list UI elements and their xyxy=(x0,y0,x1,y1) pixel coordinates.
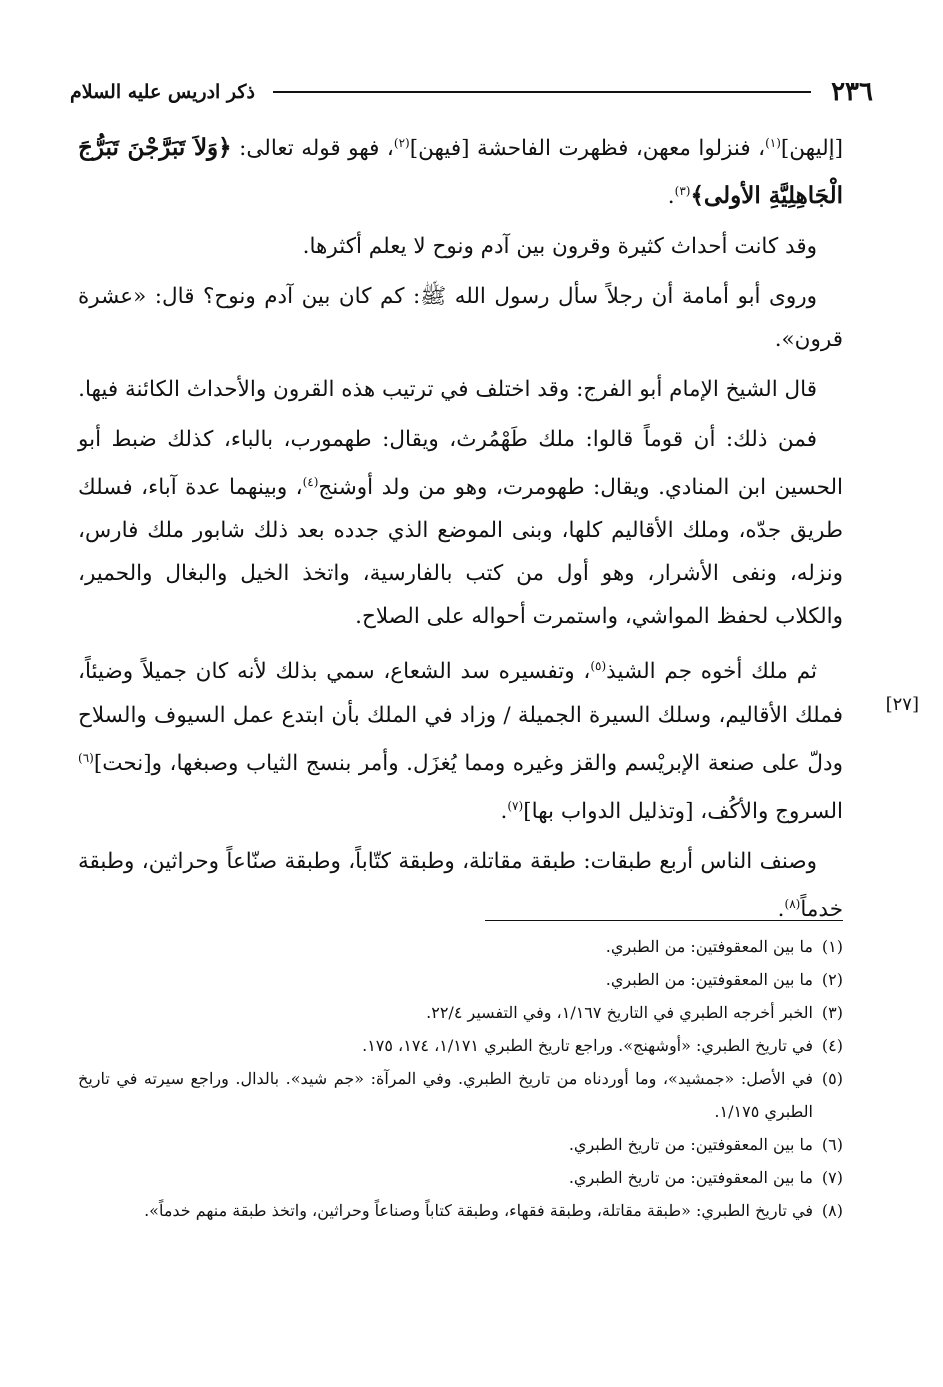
footnote xyxy=(78,963,843,996)
main-text xyxy=(78,122,843,938)
paragraph-3: وروى أبو أمامة أن رجلاً سأل رسول الله ﷺ: كم كان بين آدم ونوح؟ قال: «عشرة قرون». xyxy=(78,284,843,353)
running-title: ذكر ادريس عليه السلام xyxy=(70,81,255,103)
footnote-number: (٣) xyxy=(821,1003,843,1022)
paragraph-4: قال الشيخ الإمام أبو الفرج: وقد اختلف في ترتيب هذه القرون والأحداث الكائنة فيها. xyxy=(78,377,817,403)
page-header xyxy=(70,72,873,112)
footnote xyxy=(78,1062,843,1128)
footnote-ref-1: (١) xyxy=(765,136,781,150)
footnote xyxy=(78,1161,843,1194)
footnote-ref-2: (٢) xyxy=(393,136,410,150)
footnote-number: (٧) xyxy=(821,1168,843,1187)
quran-verse: ﴿وَلاَ تَبَرَّجْنَ تَبَرُّجَ الْجَاهِلِيَّةِ الأولى﴾ xyxy=(78,134,843,210)
footnote-text: في الأصل: «جمشيد»، وما أوردناه من تاريخ الطبري. وفي المرآة: «جم شيد». بالدال. وراجع سيرته في تاريخ الطبري ١/١٧٥. xyxy=(78,1069,813,1121)
paragraph-2: وقد كانت أحداث كثيرة وقرون بين آدم ونوح لا يعلم أكثرها. xyxy=(302,234,817,260)
footnote-number: (١) xyxy=(821,937,843,956)
footnote-ref-3: (٣) xyxy=(674,184,691,199)
footnotes xyxy=(78,930,843,1227)
header-rule xyxy=(273,91,811,93)
footnote-ref-8: (٨) xyxy=(784,896,801,911)
footnote xyxy=(78,996,843,1029)
footnote-text: ما بين المعقوفتين: من تاريخ الطبري. xyxy=(568,1135,813,1154)
paragraph-7: وصنف الناس أربع طبقات: طبقة مقاتلة، وطبقة كتّاباً، وطبقة صنّاعاً وحراثين، وطبقة خدماً$^{(٨)}$. xyxy=(78,848,843,923)
footnote xyxy=(78,1128,843,1161)
footnote-text: في تاريخ الطبري: «أوشهنج». وراجع تاريخ الطبري ١/١٧١، ١٧٤، ١٧٥. xyxy=(362,1036,813,1055)
footnote-text: الخبر أخرجه الطبري في التاريخ ١/١٦٧، وفي التفسير ٢٢/٤. xyxy=(426,1003,813,1022)
footnote-text: ما بين المعقوفتين: من الطبري. xyxy=(605,970,813,989)
footnote-ref-7: (٧) xyxy=(507,798,524,813)
footnote-ref-6: (٦) xyxy=(78,750,94,765)
footnote-text: ما بين المعقوفتين: من الطبري. xyxy=(605,937,813,956)
footnote xyxy=(78,930,843,963)
footnote-text: في تاريخ الطبري: «طبقة مقاتلة، وطبقة فقهاء، وطبقة كتاباً وصناعاً وحراثين، واتخذ طبقة منهم خدماً». xyxy=(144,1201,813,1220)
paragraph-6: ثم ملك أخوه جم الشيذ$^{(٥)}$، وتفسيره سد الشعاع، سمي بذلك لأنه كان جميلاً وضيئاً، فملك الأقاليم، وسلك السيرة الجميلة / وزاد في الملك بأن ابتدع عمل السيوف والسلاح ودلّ على صنعة الإبريْسم والقز وغيره ومما يُغزَل. وأمر بنسج الثياب وصبغها، و[نحت]$^{(٦)}$ السروج والأكُف، [وتذليل الدواب بها]$^{(٧)}$. xyxy=(78,659,843,824)
footnote-number: (٢) xyxy=(821,970,843,989)
footnote-number: (٥) xyxy=(821,1069,843,1088)
footnote-number: (٦) xyxy=(821,1135,843,1154)
paragraph-5: فمن ذلك: أن قوماً قالوا: ملك طَهْمُرث، ويقال: طهمورب، بالباء، كذلك ضبط أبو الحسين ابن المنادي. ويقال: طهومرت، وهو من ولد أوشنج$^{(٤)}$، وبينهما عدة آباء، فسلك طريق جدّه، وملك الأقاليم كلها، وبنى الموضع الذي جدده بعد ذلك شابور ملك فارس، ونزله، ونفى الأشرار، وهو أول من كتب بالفارسية، واتخذ الخيل والبغال والحمير، والكلاب لحفظ المواشي، واستمرت أحواله على الصلاح. xyxy=(78,427,843,630)
footnote-ref-4: (٤) xyxy=(302,475,319,490)
footnote-separator xyxy=(485,920,843,921)
manuscript-folio-marker: [٢٧] xyxy=(885,694,919,715)
footnote-ref-5: (٥) xyxy=(590,659,607,674)
page-number: ٢٣٦ xyxy=(831,77,873,107)
footnote xyxy=(78,1029,843,1062)
footnote-number: (٨) xyxy=(821,1201,843,1220)
paragraph-1: [إليهن]$^{(١)}$، فنزلوا معهن، فظهرت الفاحشة [فيهن]$^{(٢)}$، فهو قوله تعالى: ﴿وَلاَ تَبَرَّجْنَ تَبَرُّجَ الْجَاهِلِيَّةِ الأولى﴾$^{(٣)}$. xyxy=(78,134,843,210)
footnote-number: (٤) xyxy=(821,1036,843,1055)
footnote xyxy=(78,1194,843,1227)
footnote-text: ما بين المعقوفتين: من تاريخ الطبري. xyxy=(568,1168,813,1187)
